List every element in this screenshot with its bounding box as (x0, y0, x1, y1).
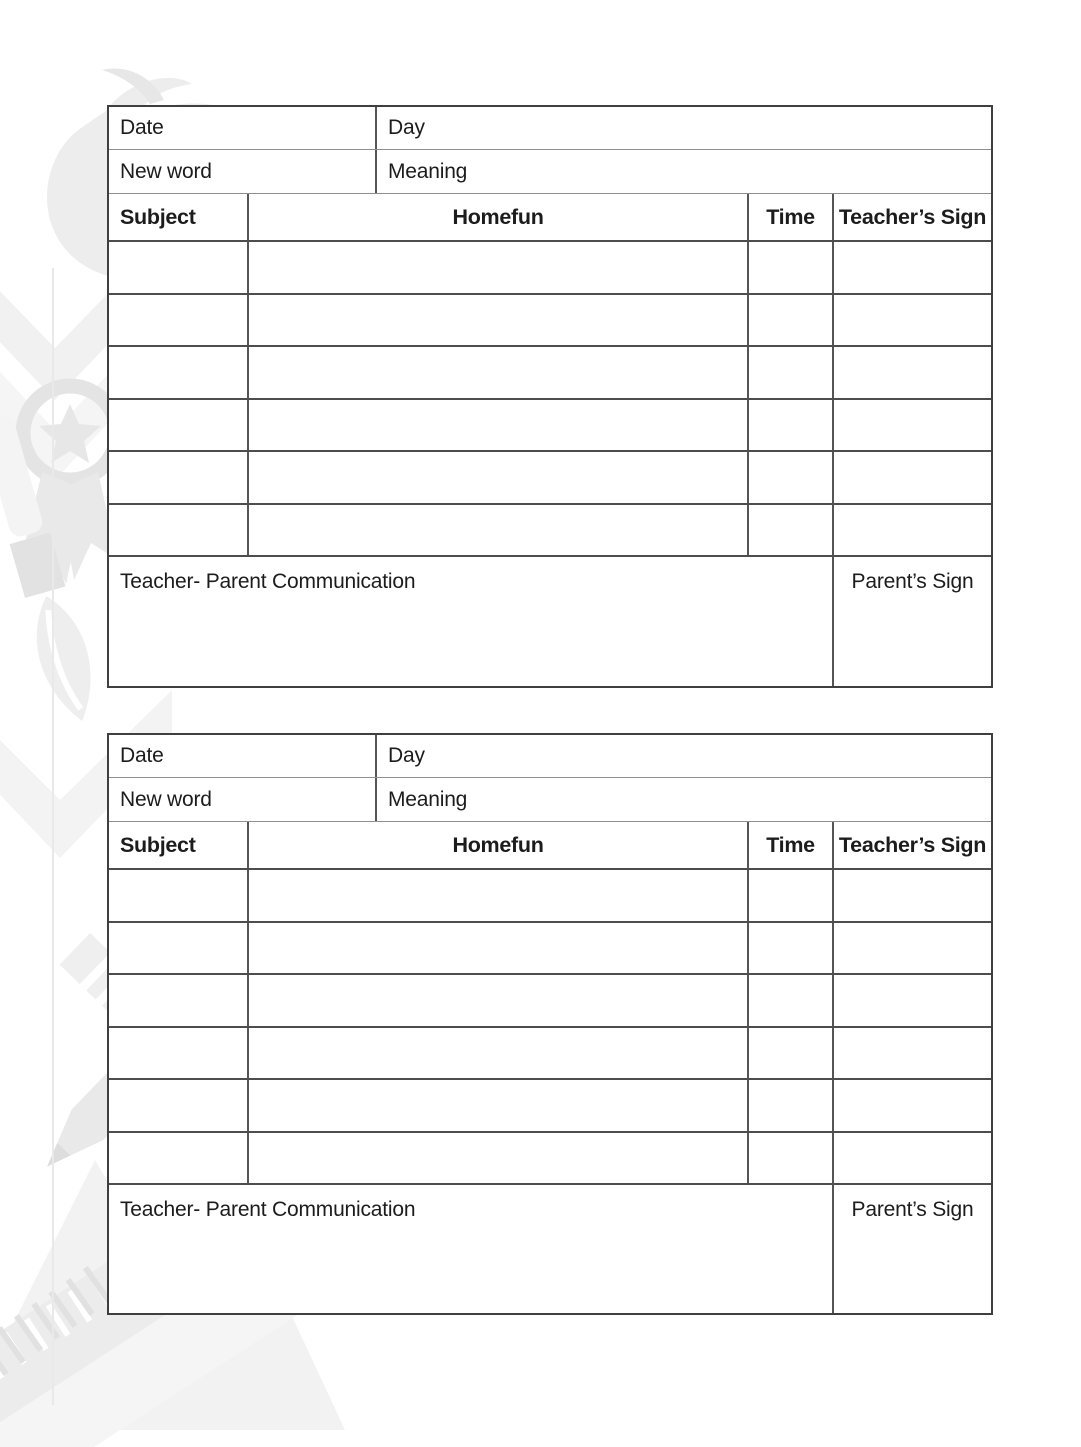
date-cell (109, 107, 377, 149)
parent-sign-label: Parent’s Sign (851, 1198, 974, 1221)
day-cell (377, 107, 991, 149)
meaning-cell (377, 778, 991, 821)
empty-cell (749, 1133, 834, 1184)
table-row (109, 400, 991, 453)
table-row (109, 505, 991, 558)
empty-cell (249, 452, 749, 503)
empty-cell (249, 400, 749, 451)
empty-cell (249, 1133, 749, 1184)
empty-cell (749, 347, 834, 398)
empty-cell (834, 1080, 991, 1131)
column-header-row (109, 822, 991, 870)
table-row (109, 923, 991, 976)
new-word-cell (109, 150, 377, 193)
empty-cell (249, 295, 749, 346)
communication-label: Teacher- Parent Communication (120, 1198, 416, 1221)
date-day-row (109, 735, 991, 778)
empty-cell (249, 1080, 749, 1131)
empty-cell (834, 452, 991, 503)
empty-cell (109, 923, 249, 974)
empty-cell (749, 242, 834, 293)
empty-cell (834, 242, 991, 293)
empty-cell (249, 505, 749, 556)
homefun-header: Homefun (249, 194, 749, 240)
empty-cell (109, 1080, 249, 1131)
time-header: Time (749, 822, 834, 868)
table-row (109, 1028, 991, 1081)
subject-header: Subject (109, 822, 249, 868)
newword-meaning-row (109, 150, 991, 194)
empty-cell (834, 870, 991, 921)
communication-cell (109, 557, 834, 686)
subject-header: Subject (109, 194, 249, 240)
teacher-sign-header: Teacher’s Sign (838, 204, 987, 229)
empty-cell (749, 295, 834, 346)
empty-cell (109, 242, 249, 293)
meaning-cell (377, 150, 991, 193)
table-row (109, 347, 991, 400)
parent-sign-label: Parent’s Sign (851, 570, 974, 593)
empty-cell (109, 870, 249, 921)
empty-cell (834, 347, 991, 398)
teacher-sign-header: Teacher’s Sign (838, 832, 987, 857)
empty-cell (749, 870, 834, 921)
diary-entry-table-2 (107, 733, 993, 1315)
empty-cell (749, 1028, 834, 1079)
empty-cell (834, 505, 991, 556)
empty-cell (749, 923, 834, 974)
empty-cell (749, 975, 834, 1026)
table-row (109, 975, 991, 1028)
parent-sign-cell (834, 557, 991, 686)
empty-cell (109, 505, 249, 556)
communication-label: Teacher- Parent Communication (120, 570, 416, 593)
empty-cell (249, 347, 749, 398)
day-label: Day (388, 116, 425, 139)
new-word-label: New word (120, 787, 212, 811)
table-row (109, 452, 991, 505)
empty-cell (109, 1028, 249, 1079)
empty-cell (249, 242, 749, 293)
date-day-row (109, 107, 991, 150)
empty-cell (749, 1080, 834, 1131)
empty-cell (834, 400, 991, 451)
empty-cell (834, 975, 991, 1026)
time-header: Time (749, 194, 834, 240)
table-row (109, 1080, 991, 1133)
date-label: Date (120, 744, 164, 767)
day-cell (377, 735, 991, 777)
communication-cell (109, 1185, 834, 1313)
table-row (109, 295, 991, 348)
empty-cell (109, 1133, 249, 1184)
empty-cell (749, 505, 834, 556)
empty-cell (249, 975, 749, 1026)
empty-cell (749, 400, 834, 451)
empty-cell (109, 400, 249, 451)
empty-cell (834, 295, 991, 346)
empty-cell (834, 923, 991, 974)
table-row (109, 242, 991, 295)
empty-cell (109, 347, 249, 398)
diary-entry-table-1 (107, 105, 993, 688)
meaning-label: Meaning (388, 787, 468, 811)
parent-sign-cell (834, 1185, 991, 1313)
empty-cell (109, 295, 249, 346)
newword-meaning-row (109, 778, 991, 822)
empty-cell (249, 1028, 749, 1079)
empty-cell (249, 923, 749, 974)
meaning-label: Meaning (388, 159, 468, 183)
communication-row (109, 557, 991, 686)
table-row (109, 1133, 991, 1186)
day-label: Day (388, 744, 425, 767)
empty-cell (834, 1133, 991, 1184)
empty-cell (834, 1028, 991, 1079)
date-label: Date (120, 116, 164, 139)
communication-row (109, 1185, 991, 1313)
empty-cell (109, 975, 249, 1026)
column-header-row (109, 194, 991, 242)
new-word-cell (109, 778, 377, 821)
date-cell (109, 735, 377, 777)
empty-cell (109, 452, 249, 503)
homefun-header: Homefun (249, 822, 749, 868)
table-row (109, 870, 991, 923)
empty-cell (749, 452, 834, 503)
empty-cell (249, 870, 749, 921)
new-word-label: New word (120, 159, 212, 183)
